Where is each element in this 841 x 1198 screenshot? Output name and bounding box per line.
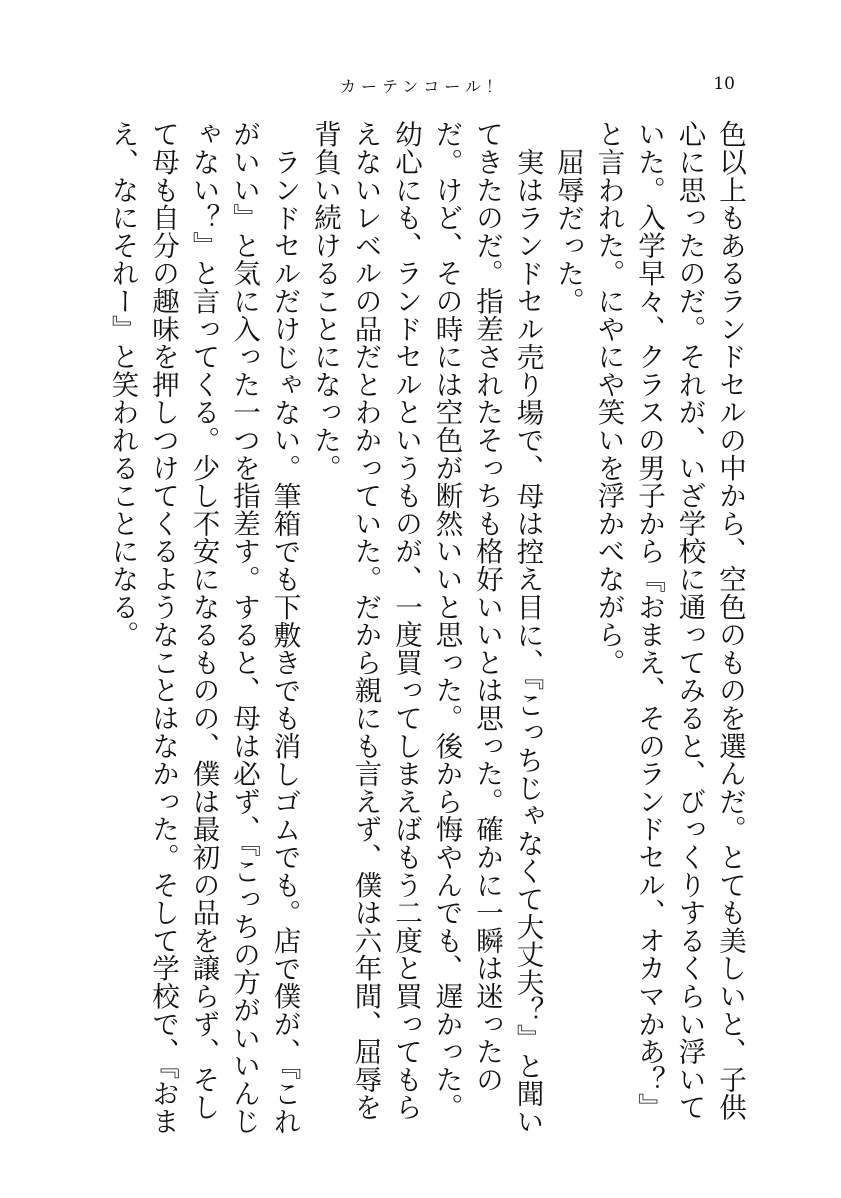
- page-header: [0, 74, 841, 104]
- paragraph-2: 屈辱だった。: [552, 147, 584, 315]
- body-text: [100, 120, 750, 1140]
- running-title: カーテンコール！: [340, 77, 507, 96]
- page-number: 10: [713, 74, 735, 94]
- paragraph-1: 色以上もあるランドセルの中から、空色のものを選んだ。とても美しいと、子供心に思ったのだ。それが、いざ学校に通ってみると、びっくりするくらい浮いていた。入学早々、クラスの男子から『おまえ、そのランドセル、オカマかあ？』と言われた。にやにや笑いを浮かべながら。: [592, 120, 746, 1121]
- paragraph-4: ランドセルだけじゃない。筆箱でも下敷きでも消しゴムでも。店で僕が、『これがいい』と気に入った一つを指差す。すると、母は必ず、『こっちの方がいいんじゃない？』と言ってくる。少し不安になるものの、僕は最初の品を譲らず、そして母も自分の趣味を押しつけてくるようなことはなかった。そして学校で、『おまえ、なにそれー』と笑われることになる。: [106, 120, 301, 1135]
- paragraph-3: 実はランドセル売り場で、母は控え目に、『こっちじゃなくて大丈夫？』と聞いてきたのだ。指差されたそっちも格好いいとは思った。確かに一瞬は迷ったのだ。けど、その時には空色が断然いいと思った。後から悔やんでも、遅かった。幼心にも、ランドセルというものが、一度買ってしまえばもう二度と買ってもらえないレベルの品だとわかっていた。だから親にも言えず、僕は六年間、屈辱を背負い続けることになった。: [309, 120, 544, 1135]
